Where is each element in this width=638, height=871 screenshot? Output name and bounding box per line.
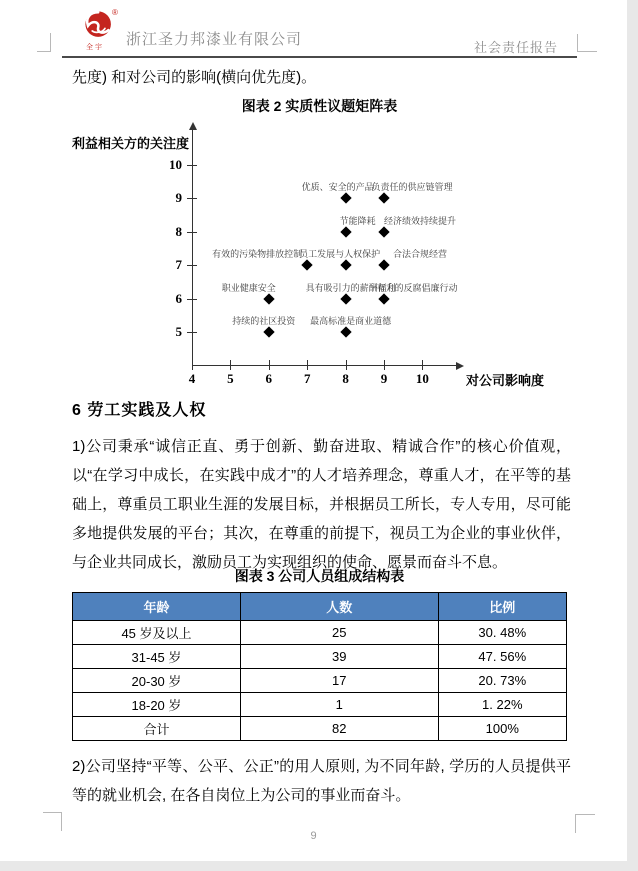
table-row [73,693,567,717]
table-cell: 30. 48% [438,621,566,645]
logo-sub-text: 全宇 [86,44,104,51]
report-title: 社会责任报告 [474,40,559,55]
chart-title: 图表 2 实质性议题矩阵表 [241,98,398,114]
intro-paragraph: 先度) 和对公司的影响(横向优先度)。 [72,69,317,86]
corner-mark-bottom-left [61,812,62,831]
table-cell: 1 [240,693,438,717]
table-cell: 20-30 岁 [73,669,241,693]
table-header-row [73,593,567,621]
y-tick-label: 8 [175,223,182,239]
scatter-point-label: 具有吸引力的薪酬福利 [305,282,396,293]
y-tick [187,198,197,199]
table-row [73,645,567,669]
table-row [73,717,567,741]
scatter-point-label: 经济绩效持续提升 [383,215,457,226]
scatter-point [340,260,351,271]
scatter-point-label: 负责任的供应链管理 [371,182,453,193]
scatter-point [302,260,313,271]
materiality-matrix-chart [0,0,627,400]
scatter-point [340,226,351,237]
scatter-point [378,293,389,304]
scatter-point-label: 有力的反腐倡廉行动 [376,282,458,293]
scatter-point-label: 合法合规经营 [392,249,448,260]
scatter-point-label: 节能降耗 [339,215,376,226]
x-tick [307,360,308,370]
y-tick-label: 9 [175,190,182,206]
y-tick-label: 7 [175,257,182,273]
y-tick [187,299,197,300]
x-axis-label: 对公司影响度 [466,373,545,388]
table-row [73,669,567,693]
scatter-point-label: 员工发展与人权保护 [299,249,381,260]
registered-trademark-icon: ® [112,8,118,17]
page-edge-bottom [0,861,627,871]
body-paragraph-2: 2)公司坚持“平等、公平、公正”的用人原则, 为不同年龄, 学历的人员提供平等的就业机会, 在各自岗位上为公司的事业而奋斗。 [72,758,571,804]
x-tick [346,360,347,370]
scatter-point [263,326,274,337]
scatter-point [378,193,389,204]
personnel-structure-table [72,592,567,741]
x-tick-label: 8 [342,371,349,386]
x-axis-arrow-icon [456,362,464,370]
table-cell: 45 岁及以上 [73,621,241,645]
y-tick [187,265,197,266]
section-heading: 6 劳工实践及人权 [72,402,207,419]
table-column-header: 人数 [240,593,438,621]
body-paragraph-1: 1)公司秉承“诚信正直、勇于创新、勤奋进取、精诚合作”的核心价值观，以“在学习中成长，在实践中成才”的人才培养理念，尊重人才，在平等的基础上，尊重员工职业生涯的发展目标，并根据员工所长，专人专用，尽可能多地提供发展的平台；其次，在尊重的前提下，视员工为企业的事业伙伴，与企业共同成长，激励员工为实现组织的使命、愿景而奋斗不息。 [72,438,571,571]
table-cell: 1. 22% [438,693,566,717]
company-name: 浙江圣力邦漆业有限公司 [126,31,303,48]
y-axis-arrow-icon [189,122,197,130]
y-tick-label: 5 [175,324,182,339]
table-row [73,621,567,645]
scatter-point-label: 最高标准是商业道德 [310,316,392,326]
table-title: 图表 3 公司人员组成结构表 [234,568,405,584]
page-number: 9 [310,830,317,842]
corner-mark-bottom-left [43,812,62,813]
table-cell: 47. 56% [438,645,566,669]
table-cell: 31-45 岁 [73,645,241,669]
x-tick-label: 10 [415,371,429,386]
table-cell: 17 [240,669,438,693]
x-axis [192,365,456,366]
scatter-point-label: 职业健康安全 [221,282,276,293]
scatter-point-label: 有效的污染物排放控制 [212,249,303,260]
x-tick [422,360,423,370]
x-tick-label: 9 [380,371,388,386]
scatter-point [340,193,351,204]
x-tick [230,360,231,370]
x-tick [269,360,270,370]
x-tick-label: 4 [188,371,196,386]
x-tick-label: 7 [303,371,311,386]
x-tick-label: 5 [227,371,234,386]
table-cell: 25 [240,621,438,645]
table-cell: 20. 73% [438,669,566,693]
scatter-point-label: 优质、安全的产品 [301,182,374,193]
y-tick [187,232,197,233]
table-column-header: 年龄 [73,593,241,621]
y-tick-label: 10 [169,157,182,172]
scatter-point [378,226,389,237]
y-tick [187,332,197,333]
scatter-point [378,260,389,271]
y-tick-label: 6 [175,290,182,306]
scatter-point [340,326,351,337]
x-tick [384,360,385,370]
scatter-point-label: 持续的社区投资 [232,316,296,326]
page-edge-right [627,0,638,871]
table-cell: 合计 [73,717,241,741]
x-tick-label: 6 [265,371,273,386]
x-tick [192,360,193,370]
corner-mark-bottom-right [575,814,595,815]
table-column-header: 比例 [438,593,566,621]
table-cell: 100% [438,717,566,741]
y-axis-label: 利益相关方的关注度 [72,136,190,151]
table-cell: 39 [240,645,438,669]
table-cell: 18-20 岁 [73,693,241,717]
table-cell: 82 [240,717,438,741]
scatter-point [263,293,274,304]
scatter-point [340,293,351,304]
y-tick [187,165,197,166]
